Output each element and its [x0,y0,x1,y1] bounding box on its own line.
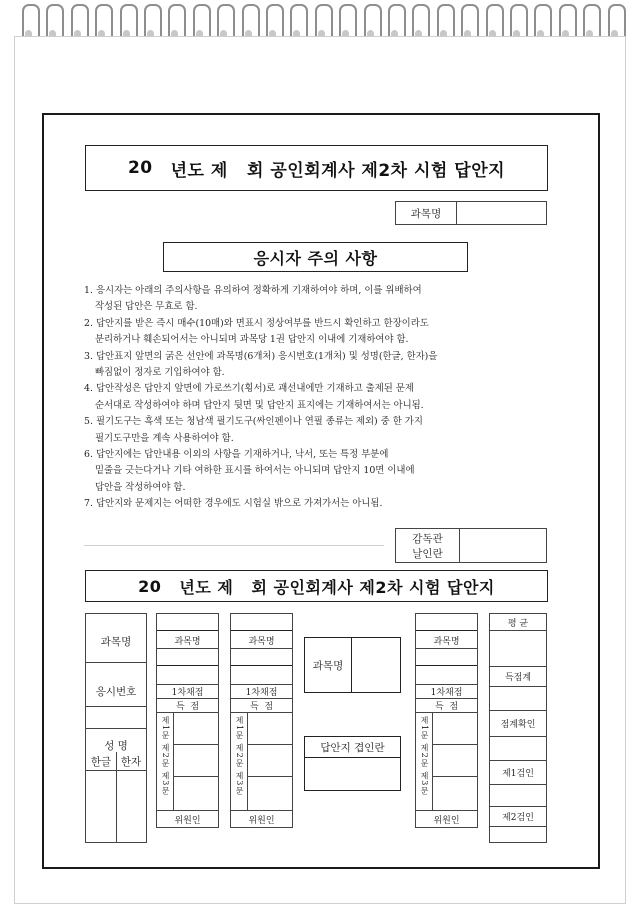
grader-label: 위원인 [433,815,460,826]
sheet-title [85,145,548,191]
supervisor-label-1: 감독관 [412,533,443,545]
verification-column [489,613,547,843]
notice-line [84,414,554,430]
notice-text: 답안지를 받은 즉시 매수(10매)와 면표시 정상여부를 반드시 확인하고 한장이라도 [95,317,429,329]
first-grading-label: 1차채점 [245,688,278,698]
grader-label: 위원인 [248,815,275,826]
scoring-column [415,613,478,828]
notice-number: 3. [84,350,93,362]
notice-line [84,496,554,512]
answer-seal-field[interactable] [304,736,401,791]
notice-text: 답안작성은 답안지 앞면에 가로쓰기(횡서)로 괘선내에만 기재하고 출제된 문제 [95,383,414,395]
name-label: 성 명 [104,739,128,752]
seal-box-label: 답안지 겹인란 [320,741,385,754]
title-text: 년도 제 회 공인회계사 제2차 시험 답안지 [170,160,506,181]
notice-line [84,316,554,332]
notice-text: 작성된 답안은 무효로 함. [95,301,198,313]
lower-title-year: 20 [138,576,162,596]
notice-line [84,398,554,414]
supervisor-label-2: 날인란 [412,548,443,560]
notice-number: 4. [84,383,93,395]
notice-line [84,299,554,315]
score-label: 득 점 [249,702,274,712]
lower-title-text: 년도 제 회 공인회계사 제2차 시험 답안지 [179,577,495,597]
notice-line [84,365,554,381]
notice-text: 필기도구는 흑색 또는 청남색 필기도구(싸인펜이나 연필 종류는 제외) 중 한 가지 [95,416,423,428]
question-marks: 제1문 제2문 제3문 [161,716,170,796]
scoring-subject-label: 과목명 [433,636,460,647]
notice-list [84,283,554,513]
lower-subject-label: 과목명 [100,635,132,648]
lower-title [85,570,548,602]
notice-line [84,381,554,397]
check-label: 점계확인 [500,719,536,730]
notice-text: 필기도구만을 계속 사용하여야 함. [95,432,234,444]
notice-line [84,349,554,365]
notice-number: 7. [84,498,93,510]
notice-line [84,480,554,496]
notice-text: 응시자는 아래의 주의사항을 유의하여 정확하게 기재하여야 하며, 이를 위배하여 [95,285,422,296]
notice-text: 밑줄을 긋는다거나 기타 여하한 표시를 하여서는 아니되며 답안지 10면 이내에 [95,465,415,477]
notice-line [84,431,554,447]
supervisor-seal-field[interactable] [395,528,547,563]
grader-label: 위원인 [174,815,201,826]
chinese-label: 한자 [120,755,142,768]
first-grading-label: 1차채점 [171,688,204,698]
middle-subject-field[interactable] [304,637,401,693]
exam-number-label: 응시번호 [95,685,137,698]
divider [84,545,384,546]
middle-subject-label: 과목명 [312,659,344,672]
question-marks: 제1문 제2문 제3문 [235,716,244,796]
notice-number: 5. [84,416,93,428]
examinee-info-column [85,613,147,843]
notice-number: 6. [84,449,93,461]
notice-number: 2. [84,317,93,329]
notice-text: 답안을 작성하여야 함. [95,481,186,493]
scoring-column [156,613,219,828]
notice-text: 빠짐없이 정자로 기입하여야 함. [95,367,225,379]
first-seal-label: 제1검인 [502,768,534,779]
second-seal-label: 제2검인 [502,812,534,823]
notice-text: 답안지와 문제지는 어떠한 경우에도 시험실 밖으로 가져가서는 아니됨. [95,498,383,510]
first-grading-label: 1차채점 [430,688,463,698]
notice-line [84,283,554,299]
total-score-label: 득점계 [504,672,532,683]
subject-field[interactable] [395,201,547,225]
notice-line [84,332,554,348]
notice-text: 분리하거나 훼손되어서는 아니되며 과목당 1권 답안지 이내에 기재하여야 함. [95,334,409,346]
notice-line [84,463,554,479]
question-marks: 제1문 제2문 제3문 [420,716,429,796]
scoring-column [230,613,293,828]
notice-text: 답안표지 앞면의 굵은 선안에 과목명(6개처) 응시번호(1개처) 및 성명(한글, 한자)을 [95,350,438,362]
notice-title: 응시자 주의 사항 [163,242,468,272]
subject-label: 과목명 [410,207,442,220]
notice-line [84,447,554,463]
scoring-subject-label: 과목명 [174,636,201,647]
notice-number: 1. [84,285,93,296]
title-year: 20 [127,158,153,178]
scoring-subject-label: 과목명 [248,636,275,647]
notice-text: 순서대로 작성하여야 하며 답안지 뒷면 및 답안지 표지에는 기재하여서는 아니됨. [95,399,424,411]
notice-text: 답안지에는 답안내용 이외의 사항을 기재하거나, 낙서, 또는 특정 부분에 [95,449,389,461]
score-label: 득 점 [175,702,200,712]
score-label: 득 점 [434,702,459,712]
korean-label: 한글 [90,755,112,768]
average-label: 평 균 [507,618,529,629]
